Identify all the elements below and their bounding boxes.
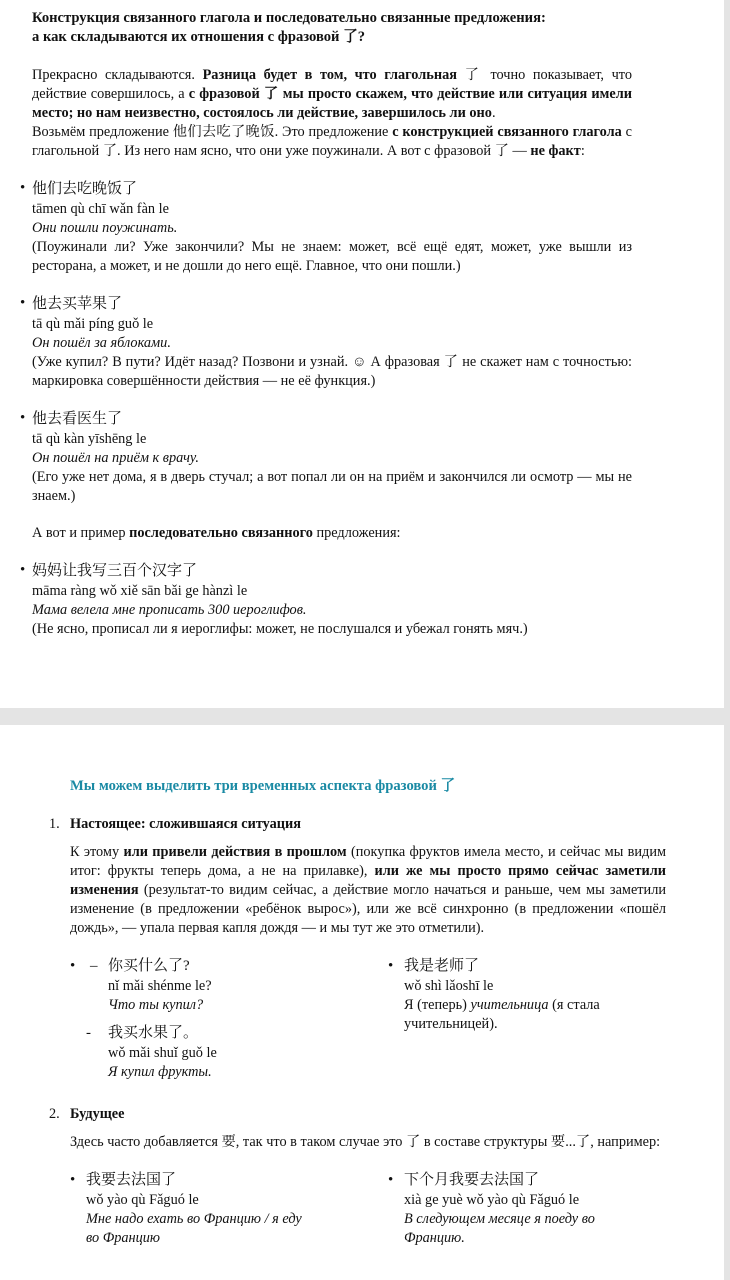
example-item-3 — [20, 409, 632, 506]
example-item-2 — [20, 294, 632, 391]
example-chinese: 你买什么了? — [108, 958, 190, 974]
intro-paragraph: Прекрасно складываются. Разница будет в том, что глагольная 了 точно показывает, что действие совершилось, а с фразовой 了 мы просто скажем, что действие или ситуация имели место; но нам неизвестно, состоялось ли действие, завершилось ли оно. — [32, 67, 632, 121]
example-chinese: 我是老师了 — [404, 958, 480, 974]
teacher-example — [388, 956, 684, 1034]
item-paragraph: Здесь часто добавляется 要, так что в таком случае это 了 в составе структуры 要...了, например: — [70, 1134, 661, 1150]
bullet-icon: • — [70, 1172, 76, 1188]
bullet-icon: • — [70, 958, 76, 974]
example-pinyin: wǒ mǎi shuǐ guǒ le — [108, 1045, 217, 1061]
example-translation: Мама велела мне прописать 300 иероглифов. — [32, 602, 307, 618]
example-pinyin: māma ràng wǒ xiě sān bǎi ge hànzì le — [32, 583, 248, 599]
present-examples — [50, 956, 690, 1101]
example-item-4 — [20, 561, 632, 639]
bullet-icon: • — [20, 562, 26, 578]
example-paragraph: Возьмём предложение 他们去吃了晚饭. Это предложение с конструкцией связанного глагола с глагольной 了. Из него нам ясно, что они уже поужинали. А вот с фразовой 了 — не факт: — [32, 124, 633, 159]
bullet-icon: • — [388, 1172, 394, 1188]
item-title: Будущее — [70, 1106, 125, 1122]
example-chinese: 他去买苹果了 — [32, 296, 123, 312]
example-note: (Поужинали ли? Уже закончили? Мы не знаем: может, всё ещё едят, может, уже вышли из ресторана, а может, и не дошли до него ещё. Главное, что они пошли.) — [32, 239, 632, 274]
page-two — [0, 725, 724, 1280]
example-pinyin: wǒ shì lǎoshī le — [404, 978, 494, 994]
example-translation: Он пошёл за яблоками. — [32, 335, 171, 351]
item-title: Настоящее: сложившаяся ситуация — [70, 816, 301, 832]
example-pinyin: tā qù mǎi píng guǒ le — [32, 316, 154, 332]
example-chinese: 我买水果了。 — [108, 1025, 199, 1041]
example-pinyin: tāmen qù chī wǎn fàn le — [32, 201, 169, 217]
example-translation: Я купил фрукты. — [108, 1064, 212, 1080]
example-chinese: 我要去法国了 — [86, 1172, 177, 1188]
example-translation: Они пошли поужинать. — [32, 220, 178, 236]
bullet-icon: • — [388, 958, 394, 974]
example-chinese: 他们去吃晚饭了 — [32, 181, 138, 197]
example-item-1 — [20, 179, 632, 276]
example-translation: Мне надо ехать во Францию / я еду во Францию — [86, 1211, 302, 1246]
example-note: (Его уже нет дома, я в дверь стучал; а вот попал ли он на приём и закончился ли осмотр — мы не знаем.) — [32, 469, 632, 504]
example-pinyin: xià ge yuè wǒ yào qù Fǎguó le — [404, 1192, 580, 1208]
bullet-icon: • — [20, 180, 26, 196]
future-examples — [50, 1170, 690, 1260]
sequential-intro: А вот и пример последовательно связанного предложения: — [32, 525, 401, 541]
example-translation: Я (теперь) учительница (я стала учительницей). — [404, 997, 600, 1032]
example-translation: Он пошёл на приём к врачу. — [32, 450, 199, 466]
future-example-left — [70, 1170, 366, 1248]
example-chinese: 下个月我要去法国了 — [404, 1172, 540, 1188]
title-line-1: Конструкция связанного глагола и последовательно связанные предложения: — [32, 10, 546, 26]
example-pinyin: wǒ yào qù Fǎguó le — [86, 1192, 199, 1208]
example-note: (Уже купил? В пути? Идёт назад? Позвони и узнай. ☺ А фразовая 了 не скажет нам с точностью: маркировка совершённости действия — не её функция.) — [32, 354, 632, 389]
dialog-question — [70, 956, 330, 1015]
bullet-icon: • — [20, 410, 26, 426]
example-note: (Не ясно, прописал ли я иероглифы: может, не послушался и убежал гонять мяч.) — [32, 621, 528, 637]
item-paragraph: К этому или привели действия в прошлом (покупка фруктов имела место, и сейчас мы видим итог: фрукты теперь дома, а не на прилавке), или же мы просто прямо сейчас заметили изменения (результат-то видим сейчас, а действие могло начаться и раньше, чем мы заметили изменение (в предложении «ребёнок вырос»), или же всё синхронно (в предложении «пошёл дождь», — упала первая капля дождя — и мы тут же это отметили). — [70, 844, 667, 936]
dialog-answer — [70, 1023, 330, 1082]
dash-mark: – — [90, 958, 98, 974]
item-number: 1. — [49, 816, 60, 832]
bullet-icon: • — [20, 295, 26, 311]
example-chinese: 妈妈让我写三百个汉字了 — [32, 563, 198, 579]
example-translation: В следующем месяце я поеду во Францию. — [404, 1211, 595, 1246]
dash-mark: - — [86, 1025, 91, 1041]
example-pinyin: nǐ mǎi shénme le? — [108, 978, 212, 994]
example-pinyin: tā qù kàn yīshēng le — [32, 431, 147, 447]
example-translation: Что ты купил? — [108, 997, 204, 1013]
example-chinese: 他去看医生了 — [32, 411, 123, 427]
future-example-right — [388, 1170, 664, 1248]
section-title — [32, 9, 632, 47]
aspect-future — [50, 1105, 670, 1152]
aspects-heading: Мы можем выделить три временных аспекта фразовой 了 — [70, 778, 456, 794]
item-number: 2. — [49, 1106, 60, 1122]
title-line-2: а как складываются их отношения с фразовой 了? — [32, 29, 366, 45]
aspect-present — [50, 815, 670, 938]
dialog-example — [70, 956, 330, 1082]
